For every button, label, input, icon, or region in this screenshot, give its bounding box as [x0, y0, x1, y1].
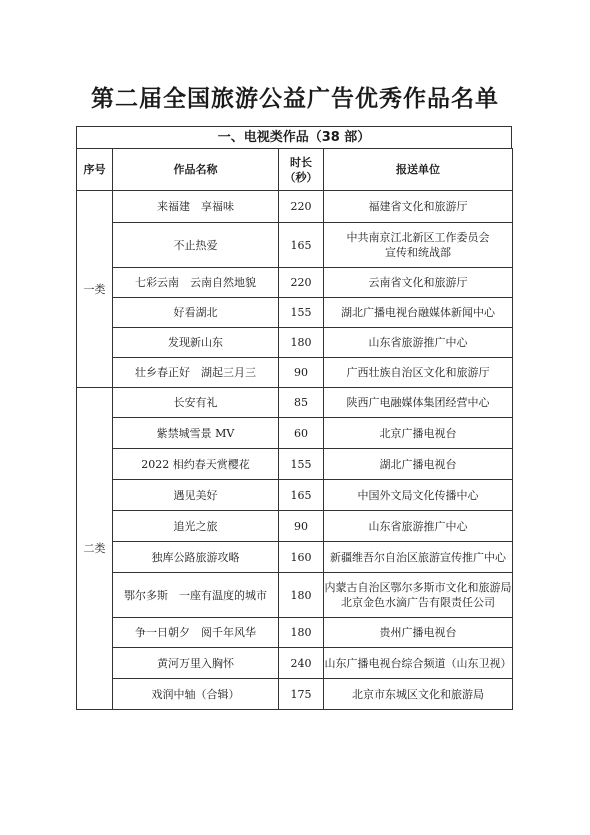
table-row	[77, 298, 513, 328]
submitting-unit-line: 云南省文化和旅游厅	[368, 276, 468, 289]
submitting-unit-cell	[324, 298, 513, 328]
page-title: 第二届全国旅游公益广告优秀作品名单	[91, 85, 499, 112]
duration-cell: 220	[279, 268, 324, 298]
duration-cell: 165	[279, 480, 324, 511]
duration-cell: 60	[279, 418, 324, 449]
table-row	[77, 358, 513, 388]
submitting-unit-line: 北京市东城区文化和旅游局	[352, 687, 484, 701]
submitting-unit-line: 中共南京江北新区工作委员会	[346, 231, 490, 244]
works-table	[76, 148, 513, 710]
work-name-cell: 独库公路旅游攻略	[113, 542, 279, 573]
submitting-unit-cell	[324, 573, 513, 618]
duration-cell: 240	[279, 648, 324, 679]
work-name-cell: 不止热爱	[113, 223, 279, 268]
work-name-cell: 长安有礼	[113, 388, 279, 418]
duration-cell: 85	[279, 388, 324, 418]
work-name-cell: 紫禁城雪景 MV	[113, 418, 279, 449]
work-name-cell: 发现新山东	[113, 328, 279, 358]
section-title: 一、电视类作品（38 部）	[76, 126, 512, 149]
work-name-cell: 鄂尔多斯 一座有温度的城市	[113, 573, 279, 618]
header-work: 作品名称	[113, 149, 279, 191]
duration-cell: 180	[279, 328, 324, 358]
table-row	[77, 191, 513, 223]
work-name-cell: 七彩云南 云南自然地貌	[113, 268, 279, 298]
work-name-cell: 黄河万里入胸怀	[113, 648, 279, 679]
submitting-unit-cell	[324, 358, 513, 388]
table-row	[77, 418, 513, 449]
work-name-cell: 争一日朝夕 阅千年风华	[113, 618, 279, 648]
header-unit: 报送单位	[324, 149, 513, 191]
submitting-unit-line: 湖北广播电视台融媒体新闻中心	[341, 306, 495, 319]
submitting-unit-line: 陕西广电融媒体集团经营中心	[346, 396, 490, 409]
duration-cell: 155	[279, 298, 324, 328]
submitting-unit-line: 宣传和统战部	[385, 246, 451, 259]
table-row	[77, 223, 513, 268]
table-row	[77, 328, 513, 358]
work-name-cell: 戏润中轴（合辑）	[113, 679, 279, 710]
submitting-unit-line: 贵州广播电视台	[379, 626, 457, 639]
submitting-unit-line: 山东省旅游推广中心	[368, 336, 468, 349]
submitting-unit-cell	[324, 449, 513, 480]
category-cell: 二类	[77, 388, 113, 710]
header-duration-line1: 时长	[290, 155, 312, 169]
submitting-unit-cell	[324, 648, 513, 679]
table-row	[77, 618, 513, 648]
submitting-unit-cell	[324, 542, 513, 573]
table-row	[77, 388, 513, 418]
submitting-unit-cell	[324, 618, 513, 648]
submitting-unit-line: 湖北广播电视台	[379, 457, 457, 471]
table-row	[77, 679, 513, 710]
work-name-cell: 遇见美好	[113, 480, 279, 511]
submitting-unit-cell	[324, 679, 513, 710]
submitting-unit-cell	[324, 480, 513, 511]
submitting-unit-cell	[324, 191, 513, 223]
work-name-cell: 追光之旅	[113, 511, 279, 542]
submitting-unit-line: 新疆维吾尔自治区旅游宣传推广中心	[330, 550, 506, 564]
submitting-unit-cell	[324, 328, 513, 358]
table-row	[77, 648, 513, 679]
duration-cell: 180	[279, 618, 324, 648]
work-name-cell: 壮乡春正好 湖起三月三	[113, 358, 279, 388]
submitting-unit-line: 北京金色水滴广告有限责任公司	[341, 596, 495, 609]
duration-cell: 90	[279, 511, 324, 542]
header-duration-line2: （秒）	[284, 170, 318, 184]
submitting-unit-line: 北京广播电视台	[379, 426, 457, 440]
duration-cell: 90	[279, 358, 324, 388]
submitting-unit-line: 福建省文化和旅游厅	[368, 200, 468, 213]
category-cell: 一类	[77, 191, 113, 388]
submitting-unit-cell	[324, 418, 513, 449]
duration-cell: 165	[279, 223, 324, 268]
table-row	[77, 480, 513, 511]
submitting-unit-cell	[324, 223, 513, 268]
submitting-unit-line: 广西壮族自治区文化和旅游厅	[346, 366, 490, 379]
submitting-unit-cell	[324, 268, 513, 298]
table-row	[77, 449, 513, 480]
submitting-unit-cell	[324, 388, 513, 418]
table-row	[77, 573, 513, 618]
duration-cell: 220	[279, 191, 324, 223]
submitting-unit-line: 内蒙古自治区鄂尔多斯市文化和旅游局	[324, 581, 512, 594]
header-row	[77, 149, 513, 191]
duration-cell: 175	[279, 679, 324, 710]
submitting-unit-line: 中国外文局文化传播中心	[357, 488, 479, 502]
duration-cell: 160	[279, 542, 324, 573]
submitting-unit-cell	[324, 511, 513, 542]
duration-cell: 155	[279, 449, 324, 480]
table-body	[77, 191, 513, 710]
work-name-cell: 来福建 享福味	[113, 191, 279, 223]
header-seq: 序号	[77, 149, 113, 191]
header-duration	[279, 149, 324, 191]
submitting-unit-line: 山东广播电视台综合频道（山东卫视）	[324, 656, 512, 670]
table-row	[77, 268, 513, 298]
works-list	[76, 126, 512, 746]
work-name-cell: 2022 相约春天赏樱花	[113, 449, 279, 480]
work-name-cell: 好看湖北	[113, 298, 279, 328]
duration-cell: 180	[279, 573, 324, 618]
submitting-unit-line: 山东省旅游推广中心	[368, 519, 468, 533]
table-row	[77, 542, 513, 573]
table-row	[77, 511, 513, 542]
